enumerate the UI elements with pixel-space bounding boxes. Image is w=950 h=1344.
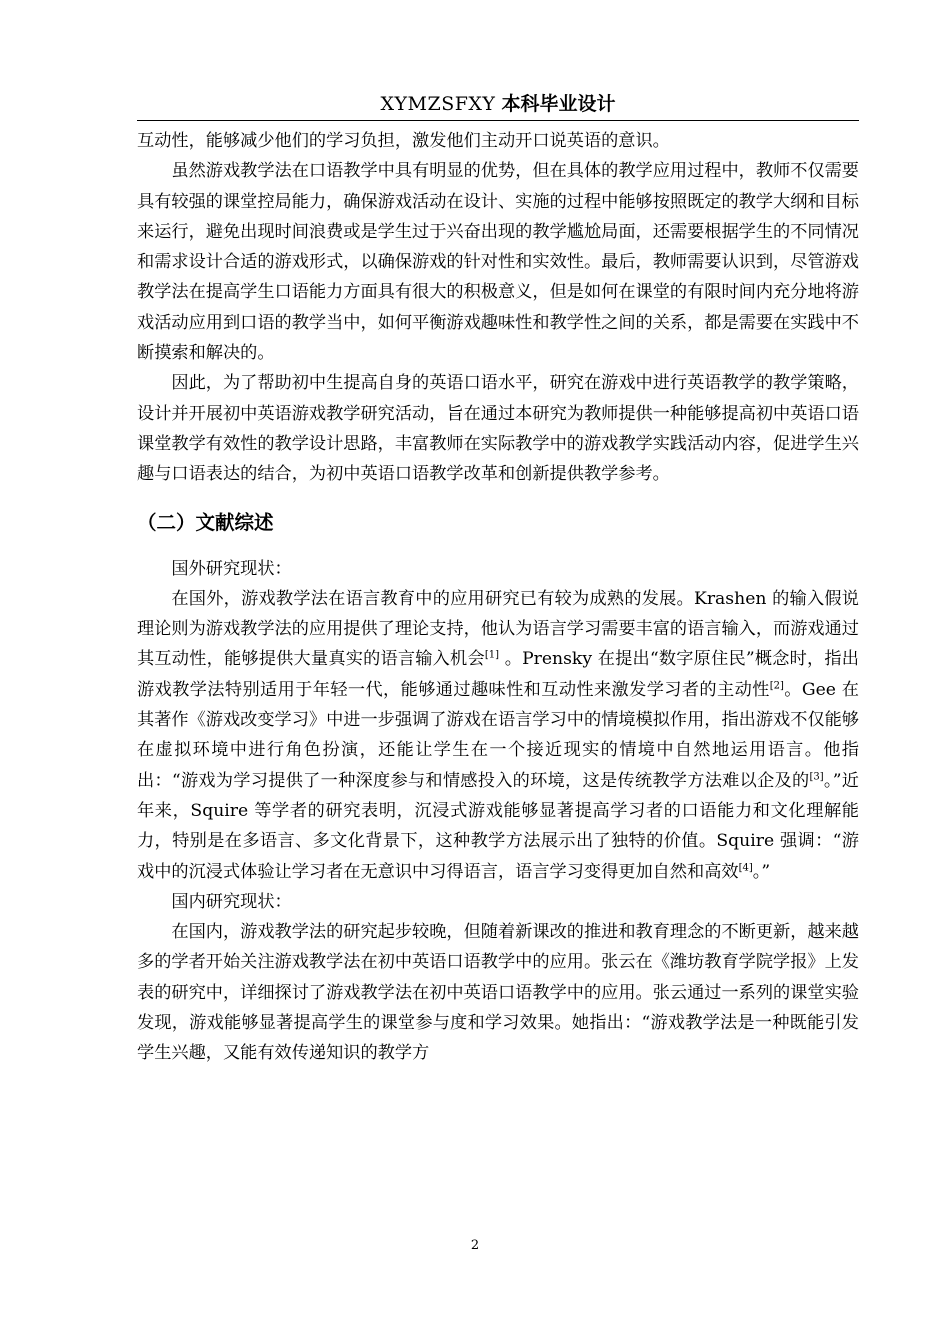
citation-4: [4] bbox=[738, 861, 753, 873]
citation-2: [2] bbox=[769, 680, 784, 692]
header-title: 本科毕业设计 bbox=[501, 93, 616, 115]
foreign-text-4: 。”近年来，Squire 等学者的研究表明，沉浸式游戏能够显著提高学习者的口语能力和文化理解能力，特别是在多语言、多文化背景下，这种教学方法展示出了独特的价值。Squire 强调：“游戏中的沉浸式体验让学习者在无意识中习得语言，语言学习变得更加自然和高效 bbox=[137, 770, 859, 882]
paragraph-advantages: 虽然游戏教学法在口语教学中具有明显的优势，但在具体的教学应用过程中，教师不仅需要具有较强的课堂控局能力，确保游戏活动在设计、实施的过程中能够按照既定的教学大纲和目标来运行，避免出现时间浪费或是学生过于兴奋出现的教学尴尬局面，还需要根据学生的不同情况和需求设计合适的游戏形式，以确保游戏的针对性和实效性。最后，教师需要认识到，尽管游戏教学法在提高学生口语能力方面具有很大的积极意义，但是如何在课堂的有限时间内充分地将游戏活动应用到口语的教学当中，如何平衡游戏趣味性和教学性之间的关系，都是需要在实践中不断摸索和解决的。 bbox=[137, 161, 859, 364]
foreign-text-3: 。Gee 在其著作《游戏改变学习》中进一步强调了游戏在语言学习中的情境模拟作用，指出游戏不仅能够在虚拟环境中进行角色扮演，还能让学生在一个接近现实的情境中自然地运用语言。他指出：“游戏为学习提供了一种深度参与和情感投入的环境，这是传统教学方法难以企及的 bbox=[137, 679, 859, 791]
paragraph-purpose: 因此，为了帮助初中生提高自身的英语口语水平，研究在游戏中进行英语教学的教学策略，设计并开展初中英语游戏教学研究活动，旨在通过本研究为教师提供一种能够提高初中英语口语课堂教学有效性的教学设计思路，丰富教师在实际教学中的游戏教学实践活动内容，促进学生兴趣与口语表达的结合，为初中英语口语教学改革和创新提供教学参考。 bbox=[137, 373, 859, 485]
foreign-text-1: 在国外，游戏教学法在语言教育中的应用研究已有较为成熟的发展。Krashen 的输入假说理论则为游戏教学法的应用提供了理论支持，他认为语言学习需要丰富的语言输入，而游戏通过其互动性，能够提供大量真实的语言输入机会 bbox=[137, 588, 859, 670]
section-heading: （二）文献综述 bbox=[137, 510, 274, 534]
paragraph-domestic-research: 在国内，游戏教学法的研究起步较晚，但随着新课改的推进和教育理念的不断更新，越来越多的学者开始关注游戏教学法在初中英语口语教学中的应用。张云在《潍坊教育学院学报》上发表的研究中，详细探讨了游戏教学法在初中英语口语教学中的应用。张云通过一系列的课堂实验发现，游戏能够显著提高学生的课堂参与度和学习效果。她指出：“游戏教学法是一种既能引发学生兴趣，又能有效传递知识的教学方 bbox=[137, 922, 859, 1064]
foreign-text-5: 。” bbox=[752, 861, 771, 882]
page-number: 2 bbox=[470, 1238, 480, 1253]
citation-3: [3] bbox=[809, 770, 824, 782]
paragraph-continuation: 互动性，能够减少他们的学习负担，激发他们主动开口说英语的意识。 bbox=[137, 131, 670, 151]
citation-1: [1] bbox=[484, 649, 500, 661]
page-header bbox=[137, 90, 859, 121]
foreign-text-2: 。Prensky 在提出“数字原住民”概念时，指出游戏教学法特别适用于年轻一代，能够通过趣味性和互动性来激发学习者的主动性 bbox=[137, 649, 859, 700]
body-text bbox=[137, 126, 859, 1069]
paragraph-foreign-research bbox=[137, 584, 859, 887]
header-code: XYMZSFXY bbox=[380, 93, 496, 115]
foreign-research-label: 国外研究现状： bbox=[171, 558, 292, 579]
domestic-research-label: 国内研究现状： bbox=[171, 891, 292, 912]
